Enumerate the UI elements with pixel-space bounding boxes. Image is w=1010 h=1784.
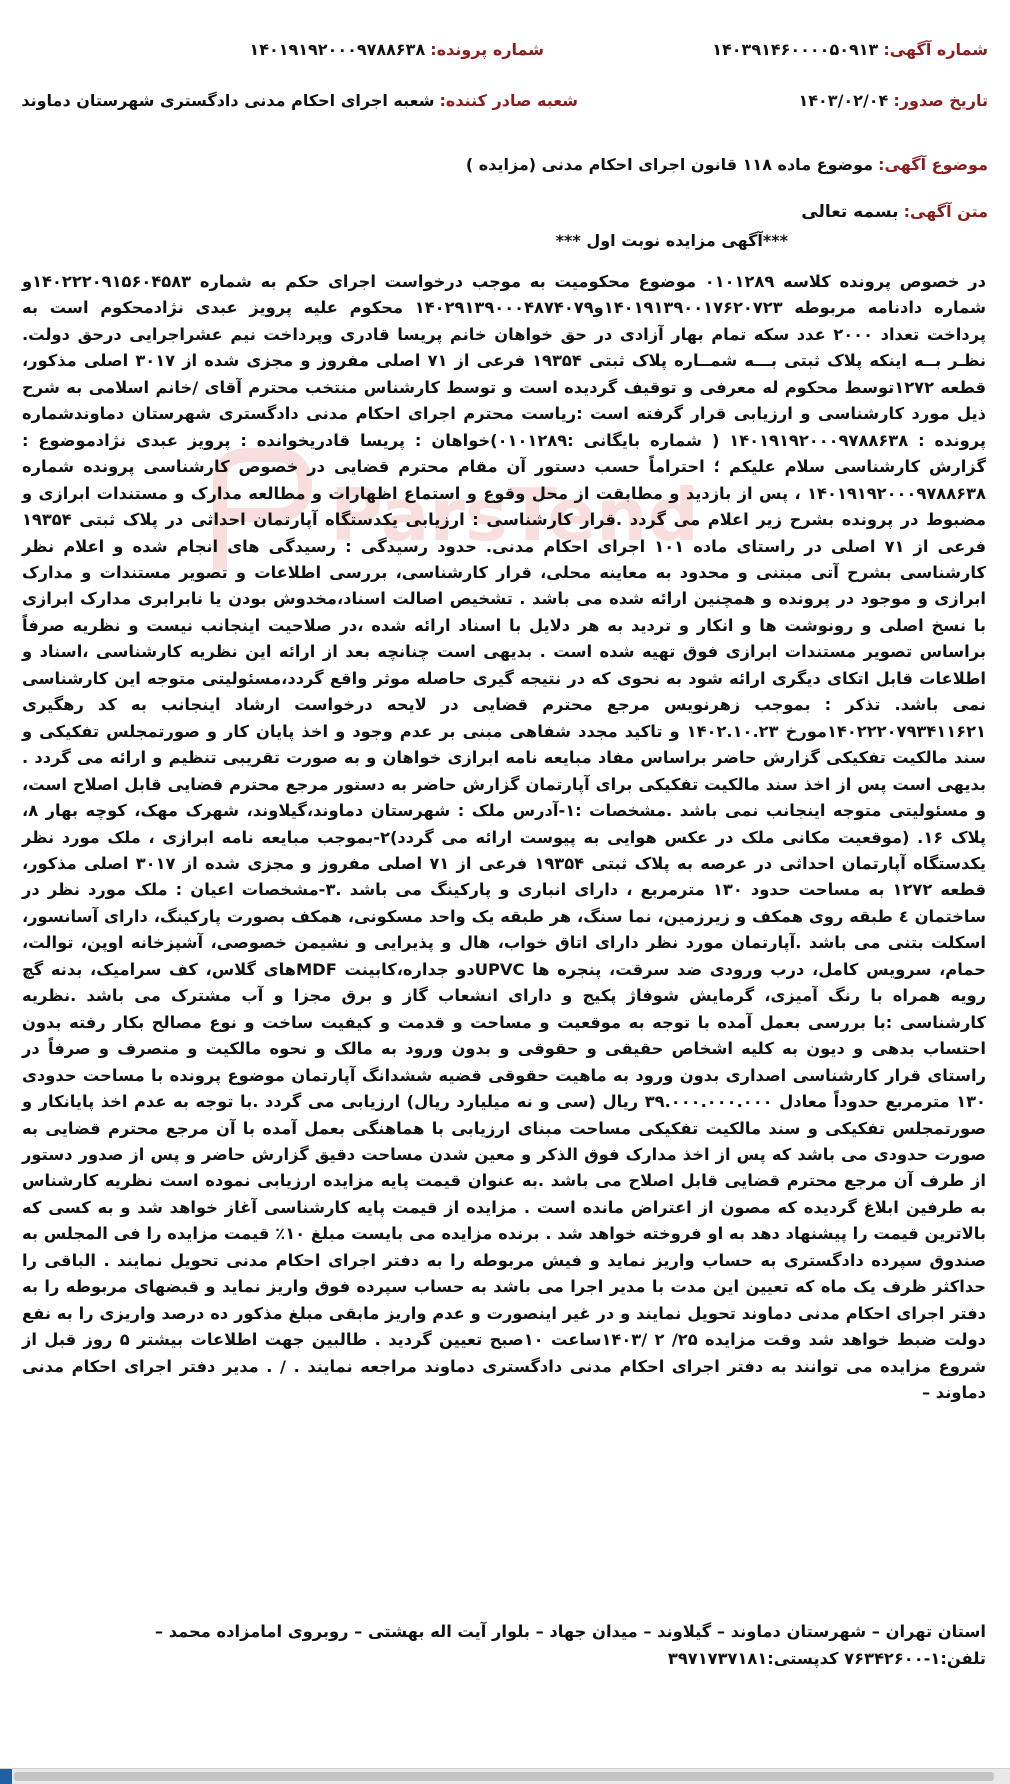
ad-heading — [556, 231, 788, 250]
text-value: بسمه تعالی — [801, 202, 899, 222]
issue-date-row — [799, 91, 989, 110]
issuing-branch-row — [21, 91, 578, 110]
subject-value: موضوع ماده ۱۱۸ قانون اجرای احکام مدنی (مزایده ) — [465, 155, 874, 174]
issue-date-value: ۱۴۰۳/۰۲/۰۴ — [798, 91, 889, 110]
text-title-row — [801, 202, 988, 222]
case-number-value: ۱۴۰۱۹۱۹۲۰۰۰۹۷۸۸۶۳۸ — [249, 40, 426, 59]
case-number-row — [249, 40, 544, 59]
subject-label: موضوع آگهی: — [878, 155, 988, 174]
footer-address: استان تهران – شهرستان دماوند – گیلاوند – میدان جهاد – بلوار آیت اله بهشتی – روبروی امامزاده محمد – تلفن:۱-۷۶۳۴۲۶۰۰ کدپستی:۳۹۷۱۷۳۷۱۸۱ — [154, 1622, 986, 1668]
ad-number-row — [712, 40, 988, 59]
text-label: متن آگهی: — [903, 202, 988, 221]
scroll-thumb[interactable] — [14, 1772, 994, 1781]
case-number-label: شماره پرونده: — [430, 40, 544, 59]
horizontal-scrollbar[interactable] — [0, 1768, 1010, 1784]
ad-number-value: ۱۴۰۳۹۱۴۶۰۰۰۰۵۰۹۱۳ — [712, 40, 879, 59]
scroll-left-button[interactable] — [0, 1769, 12, 1784]
ad-number-label: شماره آگهی: — [883, 40, 988, 59]
issuing-branch-value: شعبه اجرای احکام مدنی دادگستری شهرستان دماوند — [21, 91, 435, 110]
issue-date-label: تاریخ صدور: — [893, 91, 988, 110]
issuing-branch-label: شعبه صادر کننده: — [439, 91, 578, 110]
ad-heading-text: ***آگهی مزایده نوبت اول *** — [555, 231, 788, 250]
ad-body-paragraph: در خصوص پرونده کلاسه ۰۱۰۱۲۸۹ موضوع محکومیت به موجب درخواست اجرای حکم به شماره ۱۴۰۲۲۲۰۹۱۵۶۰۴۵۸۳و شماره دادنامه مربوطه ۱۴۰۱۹۱۳۹۰۰۱۷۶۲۰۷۲۳و۱۴۰۲۹۱۳۹۰۰۰۴۸۷۴۰۷۹ محکوم علیه پرویز عبدی نژادمحکوم است به پرداخت تعداد ۲۰۰۰ عدد سکه تمام بهار آزادی در حق خواهان خانم پریسا قادری وپرداخت نیم عشراجرایی درحق دولت. نظـر بــه اینکه پلاک ثبتی بـــه شمــاره پلاک ثبتی ۱۹۳۵۴ فرعی از ۷۱ اصلی مفروز و مجزی شده از ۳۰۱۷ اصلی مذکور، قطعه ۱۲۷۲توسط محکوم له معرفی و توقیف گردیده است و توسط کارشناس منتخب محترم آقای /خانم اسلامی به شرح ذیل مورد کارشناسی و ارزیابی قرار گرفته است :ریاست محترم اجرای احکام مدنی دادگستری شهرستان دماوندشماره پرونده : ۱۴۰۱۹۱۹۲۰۰۰۹۷۸۸۶۳۸ ( شماره بایگانی :۰۱۰۱۲۸۹)خواهان : پریسا قادریخوانده : پرویز عبدی نژادموضوع : گزارش کارشناسی سلام علیکم ؛ احتراماً حسب دستور آن مقام محترم قضایی در خصوص کارشناسی پرونده شماره ۱۴۰۱۹۱۹۲۰۰۰۹۷۸۸۶۳۸ ، پس از بازدید و مطابقت از محل وقوع و استماع اظهارات و مطالعه مدارک و مستندات ابرازی و مضبوط در پرونده بشرح زیر اعلام می گردد .قرار کارشناسی : ارزیابی یکدستگاه آپارتمان احداثی در پلاک ثبتی ۱۹۳۵۴ فرعی از ۷۱ اصلی در راستای ماده ۱۰۱ اجرای احکام مدنی. حدود رسیدگی : رسیدگی های انجام شده و اعلام نظر کارشناسی بشرح آتی مبتنی و محدود به معاینه محلی، قرار کارشناسی، بررسی اطلاعات و تصویر مستندات و مدارک ابرازی و موجود در پرونده و همچنین ارائه شده می باشد . تشخیص اصالت اسناد،مخدوش بودن یا نابرابری مدارک ابرازی با نسخ اصلی و رونوشت ها و انکار و تردید به هر دلایل با اسناد ارائه شده ،در صلاحیت اینجانب نیست و نظریه صرفاً براساس تصویر مستندات ابرازی فوق تهیه شده است . بدیهی است چنانچه بعد از ارائه این نظریه کارشناسی ،اسناد و اطلاعات قابل اتکای دیگری ارائه شود به نحوی که در نتیجه گیری حاصله موثر واقع گردد،مسئولیتی متوجه این کارشناسی نمی باشد. تذکر : بموجب زهرنویس مرجع محترم قضایی در لایحه درخواست ارشاد اینجانب به کد رهگیری ۱۴۰۲۲۲۰۷۹۳۴۱۱۶۲۱مورخ ۱۴۰۲.۱۰.۲۳ و تاکید مجدد شفاهی مبنی بر عدم وجود و اخذ پایان کار و صورتمجلس تفکیکی و سند مالکیت تفکیکی گزارش حاضر براساس مفاد مبایعه نامه ابرازی خواهان و به صورت تقریبی تنظیم و ارائه می گردد . بدیهی است پس از اخذ سند مالکیت تفکیکی برای آپارتمان گزارش حاضر به دستور مرجع محترم قضایی قابل اصلاح است، و مسئولیتی متوجه اینجانب نمی باشد .مشخصات :۱-آدرس ملک : شهرستان دماوند،گیلاوند، شهرک مهک، کوچه بهار ۸، پلاک ۱۶. (موقعیت مکانی ملک در عکس هوایی به پیوست ارائه می گردد)۲-بموجب مبایعه نامه ابرازی ، ملک مورد نظر یکدستگاه آپارتمان احداثی در عرصه به پلاک ثبتی ۱۹۳۵۴ فرعی از ۷۱ اصلی مفروز و مجزی شده از ۳۰۱۷ اصلی مذکور، قطعه ۱۲۷۲ به مساحت حدود ۱۳۰ مترمربع ، دارای انباری و پارکینگ می باشد .۳-مشخصات اعیان : ملک مورد نظر در ساختمان ٤ طبقه روی همکف و زیرزمین، نما سنگ، هر طبقه یک واحد مسکونی، همکف بصورت پارکینگ، دارای آسانسور، اسکلت بتنی می باشد .آپارتمان مورد نظر دارای اتاق خواب، هال و پذیرایی و نشیمن خصوصی، آشپزخانه اوپن، توالت، حمام، سرویس کامل، درب ورودی ضد سرقت، پنجره ها UPVCدو جداره،کابینت MDFهای گلاس، کف سرامیک، بدنه گچ رویه همراه با رنگ آمیزی، گرمایش شوفاژ پکیج و دارای انشعاب گاز و برق مجزا و آب مشترک می باشد .نظریه کارشناسی :با بررسی بعمل آمده با توجه به موقعیت و مساحت و قدمت و کیفیت ساخت و نوع مصالح بکار رفته بدون احتساب بدهی و دیون به کلیه اشخاص حقیقی و حقوقی و بدون ورود به مالک و نحوه مالکیت و متصرف و صرفاً در راستای قرار کارشناسی اصداری بدون ورود به ماهیت حقوقی قضیه ششدانگ آپارتمان موضوع پرونده با مساحت حدودی ۱۳۰ مترمربع حدوداً معادل ۳۹.۰۰۰.۰۰۰.۰۰۰ ریال (سی و نه میلیارد ریال) ارزیابی می گردد .با توجه به عدم اخذ پایانکار و صورتمجلس تفکیکی و سند مالکیت تفکیکی مساحت مبنای ارزیابی با هماهنگی بعمل آمده با آن مرجع محترم قضایی به صورت حدودی می باشد که پس از اخذ مدارک فوق الذکر و معین شدن مساحت دقیق گزارش حاضر و پس از صدور دستور از طرف آن مرجع محترم قضایی قابل اصلاح می باشد .به عنوان قیمت پایه مزایده ارزیابی نموده است نظریه کارشناس به طرفین ابلاغ گردیده که مصون از اعتراض مانده است . مزایده از قیمت پایه کارشناسی آغاز خواهد شد و به کسی که بالاترین قیمت را پیشنهاد دهد به او فروخته خواهد شد . برنده مزایده می بایست مبلغ ۱۰٪ قیمت مزایده را فی المجلس به صندوق سپرده دادگستری به حساب واریز نماید و فیش مربوطه را به دفتر اجرای احکام مدنی تحویل نمایند . الباقی را حداکثر ظرف یک ماه که تعیین این مدت با مدیر اجرا می باشد به حساب سپرده فوق واریز نماید و قبضهای مربوطه را به دفتر اجرای احکام مدنی دماوند تحویل نمایند و در غیر اینصورت و عدم واریز مابقی مبلغ مذکور ده درصد واریزی را به نفع دولت ضبط خواهد شد وقت مزایده ۲۵/ ۲ /۱۴۰۳ساعت ۱۰صبح تعیین گردید . طالبین جهت اطلاعات بیشتر ۵ روز قبل از شروع مزایده می توانند به دفتر اجرای احکام مدنی دادگستری دماوند مراجعه نمایند . / . مدیر دفتر اجرای احکام مدنی دماوند – — [22, 272, 987, 1403]
watermark-text: ParsTend — [330, 473, 699, 557]
subject-row — [466, 155, 988, 174]
